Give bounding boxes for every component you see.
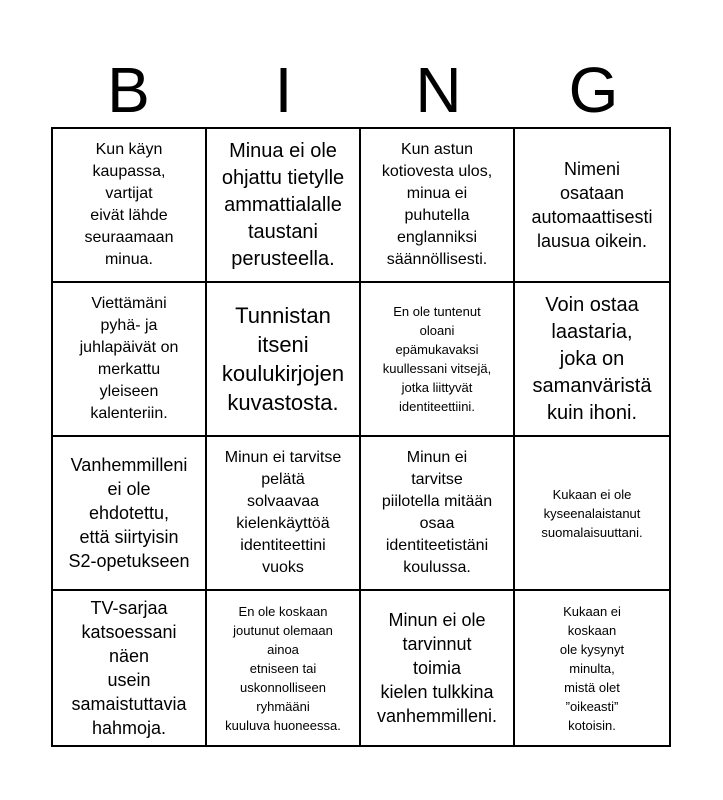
bingo-cell[interactable]: Minua ei ole ohjattu tietylle ammattialalle taustani perusteella.: [207, 129, 361, 283]
bingo-cell[interactable]: Minun ei tarvitse pelätä solvaavaa kielenkäyttöä identiteettini vuoks: [207, 437, 361, 591]
bingo-cell[interactable]: Kukaan ei ole kyseenalaistanut suomalaisuuttani.: [515, 437, 669, 591]
bingo-cell[interactable]: Kukaan ei koskaan ole kysynyt minulta, mistä olet ”oikeasti” kotoisin.: [559, 603, 625, 733]
bingo-cell[interactable]: Kun käyn kaupassa, vartijat eivät lähde seuraamaan minua.: [53, 129, 207, 283]
bingo-cell[interactable]: En ole koskaan joutunut olemaan ainoa etniseen tai uskonnolliseen ryhmääni kuuluva huoneessa.: [207, 591, 361, 745]
bingo-cell[interactable]: Viettämäni pyhä- ja juhlapäivät on merkattu yleiseen kalenteriin.: [53, 283, 207, 437]
bingo-cell[interactable]: En ole tuntenut oloani epämukavaksi kuullessani vitsejä, jotka liittyvät identiteettiini.: [361, 283, 515, 437]
bingo-cell[interactable]: Kun astun kotiovesta ulos, minua ei puhutella englanniksi säännöllisesti.: [361, 129, 515, 283]
bingo-grid: [51, 127, 671, 747]
bingo-header: [51, 55, 671, 125]
bingo-cell[interactable]: Voin ostaa laastaria, joka on samanväristä kuin ihoni.: [515, 283, 669, 437]
bingo-cell[interactable]: Vanhemmilleni ei ole ehdotettu, että siirtyisin S2-opetukseen: [53, 437, 207, 591]
bingo-cell[interactable]: Minun ei ole tarvinnut toimia kielen tulkkina vanhemmilleni.: [361, 591, 515, 745]
header-letter-b: B: [107, 54, 150, 126]
bingo-cell[interactable]: Minun ei tarvitse piilotella mitään osaa identiteetistäni koulussa.: [361, 437, 515, 591]
bingo-cell[interactable]: TV-sarjaa katsoessani näen usein samaistuttavia hahmoja.: [53, 591, 207, 745]
bingo-cell[interactable]: Tunnistan itseni koulukirjojen kuvastosta.: [207, 283, 361, 437]
header-letter-i: I: [274, 54, 293, 126]
header-letter-g: G: [568, 54, 619, 126]
header-letter-n: N: [415, 54, 462, 126]
bingo-cell[interactable]: Nimeni osataan automaattisesti lausua oikein.: [515, 129, 669, 283]
